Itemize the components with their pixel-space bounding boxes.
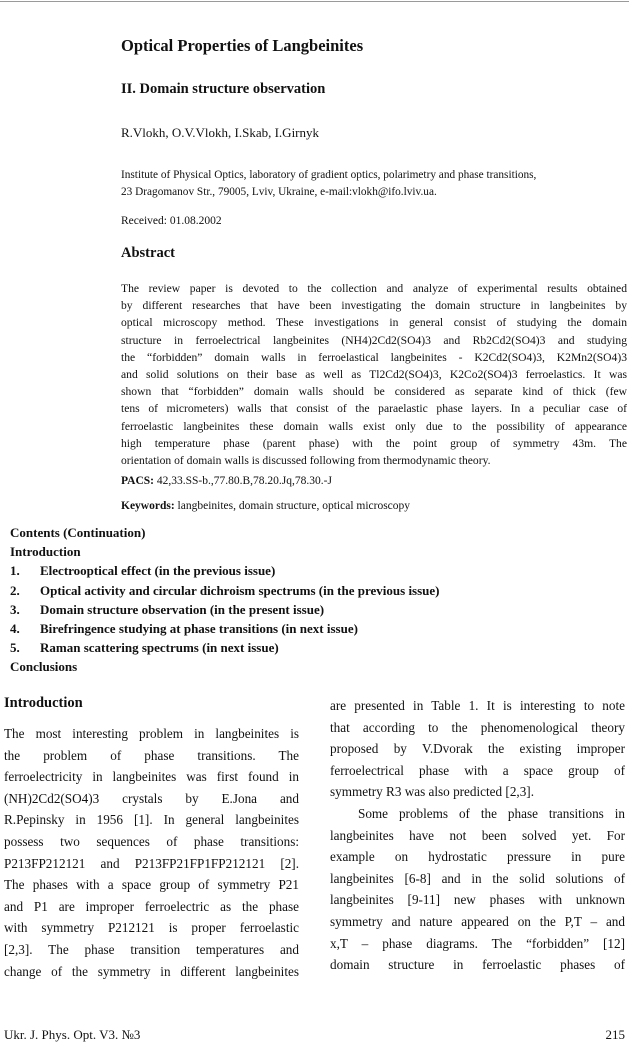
paper-title: Optical Properties of Langbeinites: [121, 36, 364, 55]
text-line: proposed by V.Dvorak the existing improper: [330, 741, 625, 757]
text-line: (NH)2Cd2(SO4)3 crystals by E.Jona and: [4, 790, 299, 806]
contents-item-number: 1.: [10, 563, 20, 579]
abstract-line: tens of micrometers) walls that consist of the paraelastic phase layers. In a peculiar case of: [121, 402, 627, 416]
contents-item-number: 4.: [10, 621, 20, 637]
journal-footer: Ukr. J. Phys. Opt. V3. №3: [4, 1027, 141, 1042]
affiliation: [121, 167, 626, 201]
authors: R.Vlokh, O.V.Vlokh, I.Skab, I.Girnyk: [121, 125, 320, 140]
abstract-line: optical microscopy method. These investigations in general consist of studying the domain: [121, 316, 627, 330]
abstract-line: ferroelastic langbeinites these domain walls exist only due to the possibility of appearance: [121, 419, 627, 433]
text-line: symmetry and nature appeared on the P,T – and: [330, 913, 625, 929]
text-line: P213FP212121 and P213FP21FP1FP212121 [2].: [4, 855, 299, 871]
text-line: change of the symmetry in different langbeinites: [4, 963, 299, 979]
text-line: The most interesting problem in langbeinites is: [4, 726, 299, 741]
paper-subtitle: II. Domain structure observation: [121, 81, 326, 97]
text-line: langbeinites have not been solved yet. For: [330, 827, 625, 843]
text-line: langbeinites [6-8] and in the solid solutions of: [330, 870, 625, 886]
text-line: possess two sequences of phase transitions:: [4, 833, 299, 849]
table-of-contents: [10, 523, 440, 677]
contents-item: [10, 561, 440, 580]
abstract-line: the “forbidden” domain walls in ferroelastical langbeinites - K2Cd2(SO4)3, K2Mn2(SO4)3: [121, 350, 627, 364]
abstract-body: [121, 280, 627, 469]
abstract-heading: Abstract: [121, 245, 175, 261]
text-line: langbeinites [9-11] new phases with unknown: [330, 892, 625, 908]
text-line: Some problems of the phase transitions in: [358, 805, 625, 821]
keywords-list: langbeinites, domain structure, optical microscopy: [174, 500, 411, 512]
text-line: [2,3]. The phase transition temperatures and: [4, 941, 299, 957]
contents-item-number: 5.: [10, 640, 20, 656]
pacs-codes: 42,33.SS-b.,77.80.B,78.20.Jq,78.30.-J: [154, 475, 332, 487]
contents-item: [10, 600, 440, 619]
abstract-line: by different researches that have been investigating the domain structure in langbeinites by: [121, 299, 627, 313]
contents-item-number: 3.: [10, 601, 20, 617]
page-number: 215: [605, 1027, 625, 1042]
contents-item: [10, 619, 440, 638]
text-line: ferroelectricity in langbeinites was first found in: [4, 769, 299, 785]
text-line: are presented in Table 1. It is interesting to note: [330, 698, 625, 713]
keywords-line: [121, 500, 410, 512]
top-rule: [0, 1, 629, 2]
contents-conclusions: Conclusions: [10, 659, 78, 675]
text-line: that according to the phenomenological theory: [330, 719, 625, 735]
text-line: with symmetry P212121 is proper ferroelastic: [4, 920, 299, 936]
text-line: R.Pepinsky in 1956 [1]. In general langbeinites: [4, 812, 299, 828]
abstract-line: The review paper is devoted to the collection and analyze of experimental results obtained: [121, 282, 627, 295]
keywords-label: Keywords:: [121, 500, 175, 512]
contents-introduction: Introduction: [10, 544, 81, 560]
contents-heading: Contents (Continuation): [10, 525, 146, 540]
contents-item-text: Domain structure observation (in the present issue): [40, 601, 325, 617]
abstract-line: structure in ferroelectrical langbeinites (NH4)2Cd2(SO4)3 and Rb2Cd2(SO4)3 and studying: [121, 333, 627, 347]
left-paragraph: [4, 723, 299, 982]
text-line: the problem of phase transitions. The: [4, 747, 299, 763]
introduction-heading: Introduction: [4, 695, 83, 711]
text-line: x,T – phase diagrams. The “forbidden” [12]: [330, 935, 625, 951]
affiliation-line: Institute of Physical Optics, laboratory of gradient optics, polarimetry and phase transitions,: [121, 169, 537, 181]
contents-item: [10, 581, 440, 600]
pacs-line: [121, 475, 332, 487]
contents-item-text: Electrooptical effect (in the previous issue): [40, 563, 276, 579]
text-line: symmetry R3 was also predicted [2,3].: [330, 784, 534, 800]
contents-item-number: 2.: [10, 582, 20, 598]
right-paragraph: [330, 695, 625, 976]
contents-item-text: Optical activity and circular dichroism spectrums (in the previous issue): [40, 582, 440, 598]
right-column: [330, 695, 625, 976]
text-line: example on hydrostatic pressure in pure: [330, 849, 625, 865]
received-date: Received: 01.08.2002: [121, 215, 222, 227]
abstract-line: high temperature phase (parent phase) with the point group of symmetry 43m. The: [121, 436, 627, 450]
text-line: The phases with a space group of symmetry P21: [4, 877, 299, 893]
abstract-line: and solid solutions on their base as well as Tl2Cd2(SO4)3, K2Co2(SO4)3 ferroelastics. It was: [121, 368, 627, 382]
affiliation-line: 23 Dragomanov Str., 79005, Lviv, Ukraine, e-mail:vlokh@ifo.lviv.ua.: [121, 186, 437, 198]
text-line: and P1 are improper ferroelectric as the phase: [4, 898, 299, 914]
text-line: domain structure in ferroelastic phases of: [330, 957, 625, 973]
abstract-line: orientation of domain walls is discussed following from thermodynamic theory.: [121, 454, 491, 468]
contents-item: [10, 638, 440, 657]
left-column: [4, 695, 299, 982]
pacs-label: PACS:: [121, 475, 155, 487]
contents-item-text: Birefringence studying at phase transitions (in next issue): [40, 621, 358, 637]
text-line: ferroelectrical phase with a space group of: [330, 762, 625, 778]
contents-item-text: Raman scattering spectrums (in next issue): [40, 640, 279, 656]
abstract-line: shown that “forbidden” domain walls should be considered as separate kind of thick (few: [121, 385, 627, 399]
